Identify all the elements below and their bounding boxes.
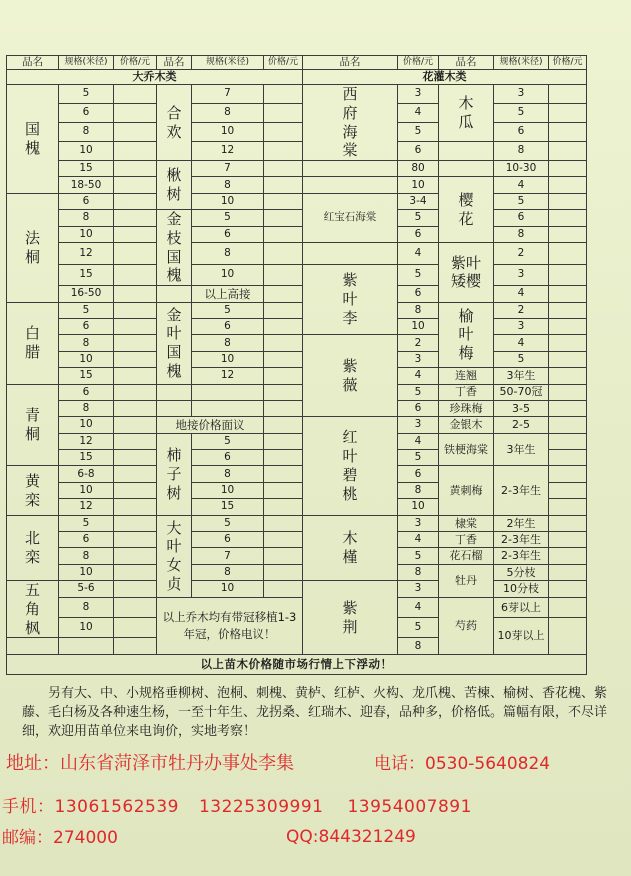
spec-cell: 10 bbox=[59, 142, 114, 161]
spec-cell: 5 bbox=[494, 193, 549, 209]
spec-cell: 10 bbox=[59, 351, 114, 367]
spec-cell: 10 bbox=[398, 177, 439, 193]
spec-cell: 5分枝 bbox=[494, 564, 549, 580]
spec-cell: 10 bbox=[59, 618, 114, 638]
spec-cell: 3 bbox=[494, 264, 549, 286]
spec-cell: 10 bbox=[192, 193, 264, 209]
spec-cell: 5 bbox=[398, 384, 439, 400]
spec-cell: 7 bbox=[192, 161, 264, 177]
spec-cell: 10 bbox=[192, 482, 264, 498]
header-name: 品名 bbox=[7, 56, 59, 70]
spec-cell: 50-70冠 bbox=[494, 384, 549, 400]
item-name: 连翘 bbox=[439, 368, 494, 384]
spec-cell: 5 bbox=[192, 302, 264, 318]
spec-cell: 8 bbox=[398, 302, 439, 318]
spec-cell: 8 bbox=[494, 226, 549, 242]
table-row bbox=[7, 400, 587, 416]
category-row bbox=[7, 70, 587, 85]
category-arbor: 大乔木类 bbox=[7, 70, 303, 85]
item-name: 木瓜 bbox=[439, 85, 494, 142]
table-row bbox=[7, 581, 587, 597]
table-row bbox=[7, 417, 587, 433]
spec-cell: 3 bbox=[398, 417, 439, 433]
spec-cell: 8 bbox=[59, 210, 114, 226]
item-name: 金枝国槐 bbox=[157, 210, 192, 286]
table-row bbox=[7, 226, 587, 242]
zip-value: 274000 bbox=[53, 828, 118, 848]
item-name: 合欢 bbox=[157, 85, 192, 161]
spec-cell: 18-50 bbox=[59, 177, 114, 193]
spec-cell: 8 bbox=[59, 123, 114, 142]
phone bbox=[374, 749, 550, 774]
spec-cell: 3 bbox=[494, 318, 549, 334]
spec-cell: 15 bbox=[192, 499, 264, 515]
spec-cell: 2-3年生 bbox=[494, 532, 549, 548]
spec-cell: 10-30 bbox=[494, 161, 549, 177]
transplant-note: 以上乔木均有带冠移植1-3年冠，价格电议！ bbox=[157, 597, 303, 654]
spec-cell: 6 bbox=[398, 400, 439, 416]
item-name: 柿子树 bbox=[157, 433, 192, 515]
table-row bbox=[7, 302, 587, 318]
spec-cell: 4 bbox=[398, 368, 439, 384]
table-row bbox=[7, 193, 587, 209]
mobile-number: 13061562539 bbox=[54, 797, 179, 817]
item-name: 西府海棠 bbox=[303, 85, 398, 161]
item-name: 棣棠 bbox=[439, 515, 494, 531]
header-spec: 规格(米径) bbox=[59, 56, 114, 70]
item-name: 红叶碧桃 bbox=[303, 417, 398, 515]
spec-cell: 8 bbox=[192, 564, 264, 580]
spec-cell: 6 bbox=[398, 142, 439, 161]
spec-cell: 4 bbox=[494, 335, 549, 351]
spec-cell: 5 bbox=[398, 123, 439, 142]
spec-cell: 2 bbox=[494, 242, 549, 264]
spec-cell: 4 bbox=[398, 597, 439, 617]
spec-cell: 3 bbox=[398, 581, 439, 597]
spec-cell: 5 bbox=[59, 515, 114, 531]
spec-cell: 4 bbox=[398, 433, 439, 449]
address-value: 山东省菏泽市牡丹办事处李集 bbox=[60, 753, 294, 774]
spec-cell: 8 bbox=[59, 597, 114, 617]
spec-cell: 8 bbox=[192, 104, 264, 123]
phone-value: 0530-5640824 bbox=[425, 754, 551, 774]
spec-cell: 2 bbox=[398, 335, 439, 351]
spec-cell: 10 bbox=[192, 351, 264, 367]
spec-cell: 6 bbox=[59, 104, 114, 123]
address-label: 地址： bbox=[6, 753, 60, 774]
spec-cell: 6 bbox=[494, 210, 549, 226]
graft-note: 以上高接 bbox=[192, 286, 264, 302]
spec-cell: 2-3年生 bbox=[494, 548, 549, 564]
item-name: 丁香 bbox=[439, 384, 494, 400]
table-row bbox=[7, 177, 587, 193]
extra-varieties-text: 另有大、中、小规格垂柳树、泡桐、刺槐、黄栌、红栌、火构、龙爪槐、苦楝、榆树、香花槐、紫藤、毛白杨及各种速生杨，一至十年生、龙拐桑、红瑞木、迎春，品种多，价格低。篇幅有限，不尽详细，欢迎用苗单位来电询价，实地考察！ bbox=[22, 686, 608, 739]
table-row bbox=[7, 368, 587, 384]
item-name: 芍药 bbox=[439, 597, 494, 654]
spec-cell: 5 bbox=[398, 618, 439, 638]
spec-cell: 4 bbox=[398, 532, 439, 548]
item-name: 木槿 bbox=[303, 515, 398, 581]
address bbox=[6, 749, 294, 775]
spec-cell: 10 bbox=[59, 417, 114, 433]
qq-label: QQ: bbox=[286, 827, 319, 847]
spec-cell: 2 bbox=[494, 302, 549, 318]
item-name: 金银木 bbox=[439, 417, 494, 433]
item-name: 青桐 bbox=[7, 384, 59, 466]
spec-cell: 6 bbox=[192, 450, 264, 466]
spec-cell: 4 bbox=[494, 286, 549, 302]
item-name: 北栾 bbox=[7, 515, 59, 581]
spec-cell: 8 bbox=[398, 564, 439, 580]
spec-cell: 6 bbox=[59, 532, 114, 548]
mobile bbox=[2, 792, 472, 817]
spec-cell: 3年生 bbox=[494, 433, 549, 466]
spec-cell: 10芽以上 bbox=[494, 618, 549, 655]
item-name: 黄刺梅 bbox=[439, 466, 494, 515]
item-name: 榆叶梅 bbox=[439, 302, 494, 368]
table-row bbox=[7, 286, 587, 302]
spec-cell: 6 bbox=[192, 318, 264, 334]
spec-cell: 2-3年生 bbox=[494, 466, 549, 515]
table-row bbox=[7, 264, 587, 286]
spec-cell: 6 bbox=[59, 384, 114, 400]
spec-cell: 6 bbox=[192, 532, 264, 548]
spec-cell: 12 bbox=[192, 142, 264, 161]
spec-cell: 10 bbox=[192, 581, 264, 597]
spec-cell: 6芽以上 bbox=[494, 597, 549, 617]
item-name: 国槐 bbox=[7, 85, 59, 194]
header-price: 价格/元 bbox=[549, 56, 587, 70]
table-row bbox=[7, 210, 587, 226]
spec-cell: 6 bbox=[494, 123, 549, 142]
table-row bbox=[7, 466, 587, 482]
spec-cell: 3 bbox=[494, 85, 549, 104]
table-row bbox=[7, 335, 587, 351]
table-row bbox=[7, 384, 587, 400]
spec-cell: 10 bbox=[59, 226, 114, 242]
spec-cell: 6-8 bbox=[59, 466, 114, 482]
spec-cell: 6 bbox=[398, 466, 439, 482]
item-name: 铁梗海棠 bbox=[439, 433, 494, 466]
spec-cell: 2-5 bbox=[494, 417, 549, 433]
spec-cell bbox=[192, 384, 264, 400]
spec-cell: 16-50 bbox=[59, 286, 114, 302]
spec-cell: 12 bbox=[192, 368, 264, 384]
item-name: 红宝石海棠 bbox=[303, 193, 398, 242]
spec-cell: 8 bbox=[59, 335, 114, 351]
spec-cell: 15 bbox=[59, 368, 114, 384]
spec-cell: 4 bbox=[398, 104, 439, 123]
spec-cell: 8 bbox=[192, 335, 264, 351]
table-row bbox=[7, 142, 587, 161]
header-name: 品名 bbox=[157, 56, 192, 70]
spec-cell: 8 bbox=[398, 638, 439, 654]
table-row bbox=[7, 161, 587, 177]
spec-cell: 5 bbox=[192, 515, 264, 531]
spec-cell: 3-5 bbox=[494, 400, 549, 416]
mobile-number: 13225309991 bbox=[198, 797, 324, 817]
spec-cell: 10分枝 bbox=[494, 581, 549, 597]
negotiable-note: 地接价格面议 bbox=[157, 417, 264, 433]
table-row bbox=[7, 104, 587, 123]
spec-cell: 5 bbox=[398, 210, 439, 226]
table-row bbox=[7, 318, 587, 334]
table-row bbox=[7, 123, 587, 142]
zip-label: 邮编： bbox=[2, 828, 53, 848]
item-name: 白腊 bbox=[7, 302, 59, 384]
item-name: 牡丹 bbox=[439, 564, 494, 597]
item-name: 花石榴 bbox=[439, 548, 494, 564]
table-row bbox=[7, 548, 587, 564]
spec-cell: 3 bbox=[398, 351, 439, 367]
table-row bbox=[7, 242, 587, 264]
header-price: 价格/元 bbox=[398, 56, 439, 70]
category-shrub: 花灌木类 bbox=[303, 70, 587, 85]
spec-cell: 12 bbox=[59, 433, 114, 449]
spec-cell: 5 bbox=[192, 433, 264, 449]
mobile-label: 手机： bbox=[2, 797, 55, 817]
spec-cell: 12 bbox=[59, 499, 114, 515]
spec-cell: 10 bbox=[59, 564, 114, 580]
header-spec: 规格(米径) bbox=[494, 56, 549, 70]
spec-cell: 8 bbox=[494, 142, 549, 161]
spec-cell: 4 bbox=[494, 177, 549, 193]
table-row bbox=[7, 532, 587, 548]
item-name: 紫荆 bbox=[303, 581, 398, 655]
table-row bbox=[7, 515, 587, 531]
spec-cell: 15 bbox=[59, 450, 114, 466]
spec-cell: 10 bbox=[398, 499, 439, 515]
spec-cell: 5 bbox=[398, 450, 439, 466]
table-row bbox=[7, 85, 587, 104]
item-name: 法桐 bbox=[7, 193, 59, 302]
spec-cell: 8 bbox=[192, 177, 264, 193]
spec-cell: 5-6 bbox=[59, 581, 114, 597]
spec-cell: 3 bbox=[398, 515, 439, 531]
mobile-number: 13954007891 bbox=[347, 797, 472, 817]
spec-cell: 4 bbox=[398, 242, 439, 264]
item-name: 五角枫 bbox=[7, 581, 59, 638]
header-price: 价格/元 bbox=[264, 56, 303, 70]
qq-value: 844321249 bbox=[318, 827, 416, 847]
spec-cell: 5 bbox=[494, 351, 549, 367]
spec-cell: 15 bbox=[59, 264, 114, 286]
spec-cell: 7 bbox=[192, 85, 264, 104]
spec-cell: 3-4 bbox=[398, 193, 439, 209]
spec-cell: 8 bbox=[192, 466, 264, 482]
item-name: 丁香 bbox=[439, 532, 494, 548]
spec-cell: 5 bbox=[494, 104, 549, 123]
spec-cell: 8 bbox=[192, 242, 264, 264]
spec-cell: 8 bbox=[59, 400, 114, 416]
spec-cell: 5 bbox=[398, 264, 439, 286]
price-table bbox=[6, 55, 587, 675]
spec-cell: 5 bbox=[59, 302, 114, 318]
spec-cell: 10 bbox=[192, 264, 264, 286]
phone-label: 电话： bbox=[374, 754, 425, 774]
zip bbox=[2, 823, 118, 848]
header-spec: 规格(米径) bbox=[192, 56, 264, 70]
spec-cell: 6 bbox=[59, 193, 114, 209]
footer-row bbox=[7, 654, 587, 674]
spec-cell: 10 bbox=[192, 123, 264, 142]
item-name: 金叶国槐 bbox=[157, 302, 192, 384]
spec-cell: 5 bbox=[59, 85, 114, 104]
qq bbox=[286, 827, 416, 847]
item-name: 珍珠梅 bbox=[439, 400, 494, 416]
spec-cell: 10 bbox=[59, 482, 114, 498]
spec-cell: 6 bbox=[398, 226, 439, 242]
item-name: 楸树 bbox=[157, 161, 192, 210]
spec-cell: 3 bbox=[398, 85, 439, 104]
spec-cell: 15 bbox=[59, 161, 114, 177]
table-row bbox=[7, 433, 587, 449]
footer-note: 以上苗木价格随市场行情上下浮动！ bbox=[7, 654, 587, 674]
item-name: 紫叶矮樱 bbox=[439, 242, 494, 302]
item-name: 大叶女贞 bbox=[157, 515, 192, 597]
header-price: 价格/元 bbox=[114, 56, 157, 70]
spec-cell: 6 bbox=[398, 286, 439, 302]
header-name: 品名 bbox=[439, 56, 494, 70]
spec-cell: 12 bbox=[59, 242, 114, 264]
header-name: 品名 bbox=[303, 56, 398, 70]
item-name: 樱花 bbox=[439, 177, 494, 243]
spec-cell: 3年生 bbox=[494, 368, 549, 384]
spec-cell: 2年生 bbox=[494, 515, 549, 531]
table-row bbox=[7, 564, 587, 580]
table-header-row bbox=[7, 56, 587, 70]
spec-cell bbox=[192, 400, 264, 416]
spec-cell: 6 bbox=[59, 318, 114, 334]
table-row bbox=[7, 597, 587, 617]
spec-cell: 80 bbox=[398, 161, 439, 177]
spec-cell: 8 bbox=[398, 482, 439, 498]
spec-cell: 10 bbox=[398, 318, 439, 334]
item-name: 黄栾 bbox=[7, 466, 59, 515]
table-row bbox=[7, 351, 587, 367]
spec-cell: 8 bbox=[59, 548, 114, 564]
spec-cell: 5 bbox=[192, 210, 264, 226]
spec-cell: 7 bbox=[192, 548, 264, 564]
spec-cell: 5 bbox=[398, 548, 439, 564]
item-name: 紫薇 bbox=[303, 335, 398, 417]
spec-cell: 6 bbox=[192, 226, 264, 242]
item-name: 紫叶李 bbox=[303, 264, 398, 335]
